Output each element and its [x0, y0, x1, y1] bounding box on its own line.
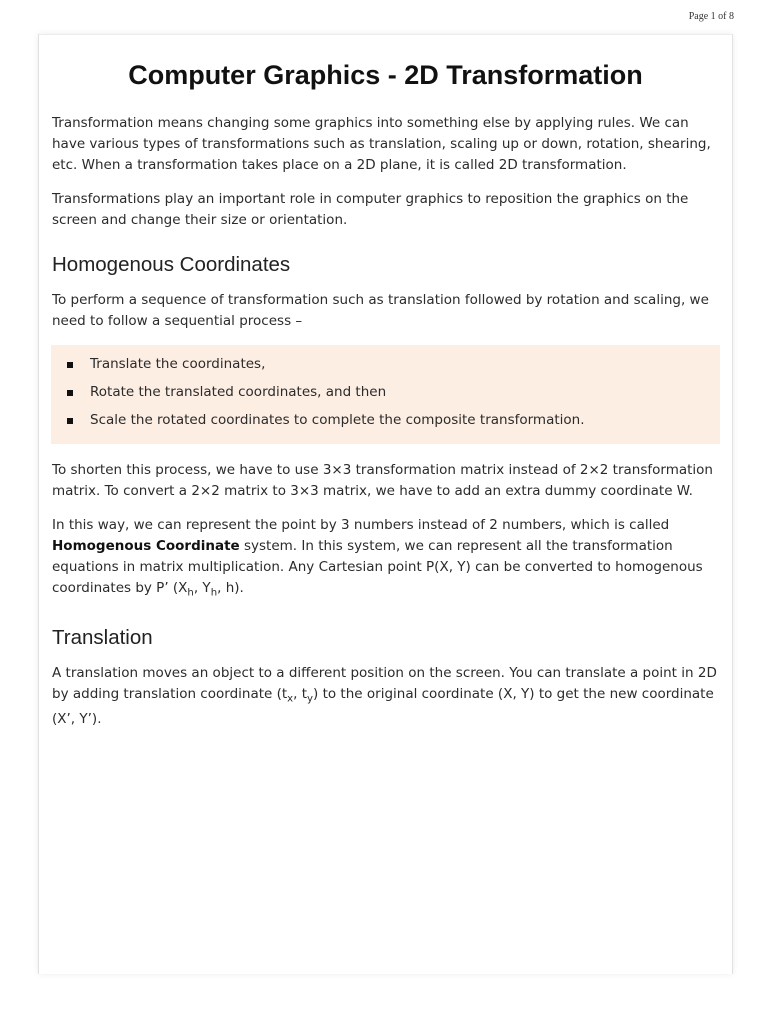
list-item: [51, 354, 720, 375]
square-bullet-icon: [67, 418, 73, 424]
page-number: Page 1 of 8: [688, 11, 734, 22]
homogenous-paragraph-2: To shorten this process, we have to use 3×3 transformation matrix instead of 2×2 transformation matrix. To convert a 2×2 matrix to 3×3 matrix, we have to add an extra dummy coordinate W.: [52, 462, 713, 499]
heading-translation: Translation: [52, 625, 153, 649]
list-item: [51, 410, 720, 431]
intro-paragraph-2: Transformations play an important role in computer graphics to reposition the graphics on the screen and change their size or orientation.: [52, 191, 689, 228]
text-run: A translation moves an object to a different position on the screen. You can translate a point in 2D by adding translation coordinate (t: [52, 664, 717, 702]
steps-list: [51, 354, 720, 431]
text-run: In this way, we can represent the point by 3 numbers instead of 2 numbers, which is called: [52, 517, 670, 533]
square-bullet-icon: [67, 362, 73, 368]
article-card: [38, 34, 733, 974]
translation-paragraph-1: [52, 663, 719, 731]
subscript-h: h: [187, 587, 194, 599]
homogenous-paragraph-1: To perform a sequence of transformation such as translation followed by rotation and scaling, we need to follow a sequential process –: [52, 292, 709, 329]
list-item-text: Translate the coordinates,: [90, 356, 266, 372]
steps-box: [51, 345, 720, 444]
subscript-x: x: [287, 693, 294, 705]
page-title: Computer Graphics - 2D Transformation: [128, 60, 643, 90]
text-run: , Y: [193, 580, 211, 596]
text-run: ) to the original coordinate (X, Y) to get the new coordinate (X’, Y’).: [52, 685, 714, 728]
list-item-text: Scale the rotated coordinates to complete the composite transformation.: [90, 412, 585, 428]
text-run: system. In this system, we can represent all the transformation equations in matrix multiplication. Any Cartesian point P(X, Y) can be converted to homogenous coordinates by P’ (X: [52, 538, 703, 596]
text-run: , h).: [217, 580, 244, 596]
list-item-text: Rotate the translated coordinates, and then: [90, 384, 387, 400]
square-bullet-icon: [67, 390, 73, 396]
intro-paragraph-1: Transformation means changing some graphics into something else by applying rules. We can have various types of transformations such as translation, scaling up or down, rotation, shearing, etc. When a transformation takes place on a 2D plane, it is called 2D transformation.: [52, 115, 711, 173]
homogenous-paragraph-3: [52, 515, 719, 604]
homogenous-coordinate-term: Homogenous Coordinate: [52, 538, 240, 554]
heading-homogenous-coordinates: Homogenous Coordinates: [52, 253, 291, 276]
subscript-h: h: [210, 587, 218, 599]
subscript-y: y: [307, 693, 314, 705]
text-run: , t: [293, 685, 308, 702]
list-item: [51, 382, 720, 403]
